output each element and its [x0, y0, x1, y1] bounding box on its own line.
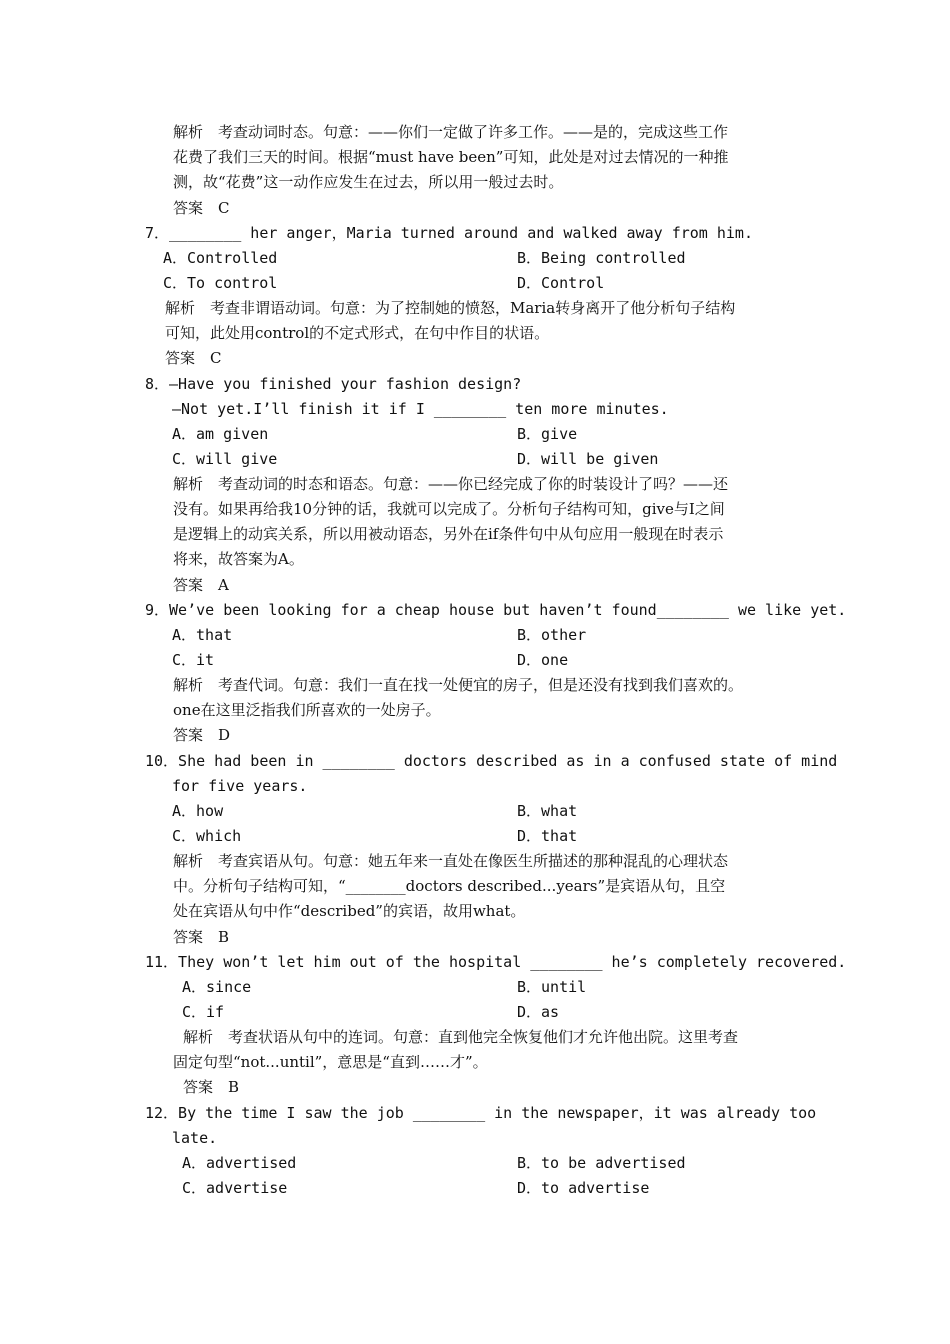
option-b: B．give [517, 425, 578, 443]
answer-line: 答案 B [173, 928, 230, 946]
explanation-line: 没有。如果再给我10分钟的话，我就可以完成了。分析句子结构可知，give与I之间 [173, 500, 725, 518]
answer-line: 答案 B [183, 1078, 240, 1096]
option-b: B．other [517, 626, 587, 644]
explanation-line: 解析 考查宾语从句。句意：她五年来一直处在像医生所描述的那种混乱的心理状态 [173, 852, 729, 870]
explanation-line: 测，故“花费”这一动作应发生在过去，所以用一般过去时。 [173, 173, 564, 191]
explanation-line: 可知，此处用control的不定式形式，在句中作目的状语。 [165, 324, 550, 342]
question-12-line-2: late. [172, 1129, 218, 1147]
option-c: C．which [172, 827, 242, 845]
question-10-line-2: for five years. [172, 777, 308, 795]
answer-line: 答案 D [173, 726, 231, 744]
option-c: C．will give [172, 450, 278, 468]
option-b: B．to be advertised [517, 1154, 686, 1172]
question-8-line-2: —Not yet.I’ll finish it if I ________ ten more minutes. [172, 400, 669, 418]
option-b: B．Being controlled [517, 249, 686, 267]
option-a: A．since [182, 978, 252, 996]
explanation-line: 将来，故答案为A。 [173, 550, 304, 568]
question-7: 7．________ her anger，Maria turned around and walked away from him. [145, 224, 753, 242]
answer-line: 答案 C [173, 199, 230, 217]
explanation-line: 处在宾语从句中作“described”的宾语，故用what。 [173, 902, 526, 920]
answer-line: 答案 A [173, 576, 229, 594]
option-c: C．it [172, 651, 215, 669]
option-c: C．if [182, 1003, 225, 1021]
question-10: 10．She had been in ________ doctors described as in a confused state of mind [145, 752, 838, 770]
explanation-line: 花费了我们三天的时间。根据“must have been”可知，此处是对过去情况的一种推 [173, 148, 729, 166]
option-a: A．Controlled [163, 249, 278, 267]
explanation-line: 解析 考查动词的时态和语态。句意：——你已经完成了你的时装设计了吗？——还 [173, 475, 729, 493]
question-11: 11．They won’t let him out of the hospital ________ he’s completely recovered. [145, 953, 847, 971]
answer-line: 答案 C [165, 349, 222, 367]
option-d: D．one [517, 651, 569, 669]
explanation-line: 中。分析句子结构可知，“________doctors described...years”是宾语从句，且空 [173, 877, 726, 895]
explanation-line: 解析 考查动词时态。句意：——你们一定做了许多工作。——是的，完成这些工作 [173, 123, 729, 141]
explanation-line: 固定句型“not...until”，意思是“直到……才”。 [173, 1053, 488, 1071]
explanation-line: 解析 考查代词。句意：我们一直在找一处便宜的房子，但是还没有找到我们喜欢的。 [173, 676, 744, 694]
explanation-line: 解析 考查非谓语动词。句意：为了控制她的愤怒，Maria转身离开了他分析句子结构 [165, 299, 736, 317]
option-b: B．until [517, 978, 587, 996]
option-d: D．to advertise [517, 1179, 650, 1197]
option-b: B．what [517, 802, 578, 820]
option-a: A．advertised [182, 1154, 297, 1172]
option-c: C．To control [163, 274, 278, 292]
option-a: A．that [172, 626, 233, 644]
explanation-line: 是逻辑上的动宾关系，所以用被动语态，另外在if条件句中从句应用一般现在时表示 [173, 525, 724, 543]
question-8: 8．—Have you finished your fashion design? [145, 375, 522, 393]
explanation-line: one在这里泛指我们所喜欢的一处房子。 [173, 701, 441, 719]
option-d: D．Control [517, 274, 605, 292]
question-9: 9．We’ve been looking for a cheap house but haven’t found________ we like yet. [145, 601, 847, 619]
option-d: D．that [517, 827, 578, 845]
question-12: 12．By the time I saw the job ________ in the newspaper，it was already too [145, 1104, 817, 1122]
explanation-line: 解析 考查状语从句中的连词。句意：直到他完全恢复他们才允许他出院。这里考查 [183, 1028, 739, 1046]
option-a: A．am given [172, 425, 269, 443]
option-a: A．how [172, 802, 224, 820]
option-c: C．advertise [182, 1179, 288, 1197]
option-d: D．as [517, 1003, 560, 1021]
option-d: D．will be given [517, 450, 659, 468]
